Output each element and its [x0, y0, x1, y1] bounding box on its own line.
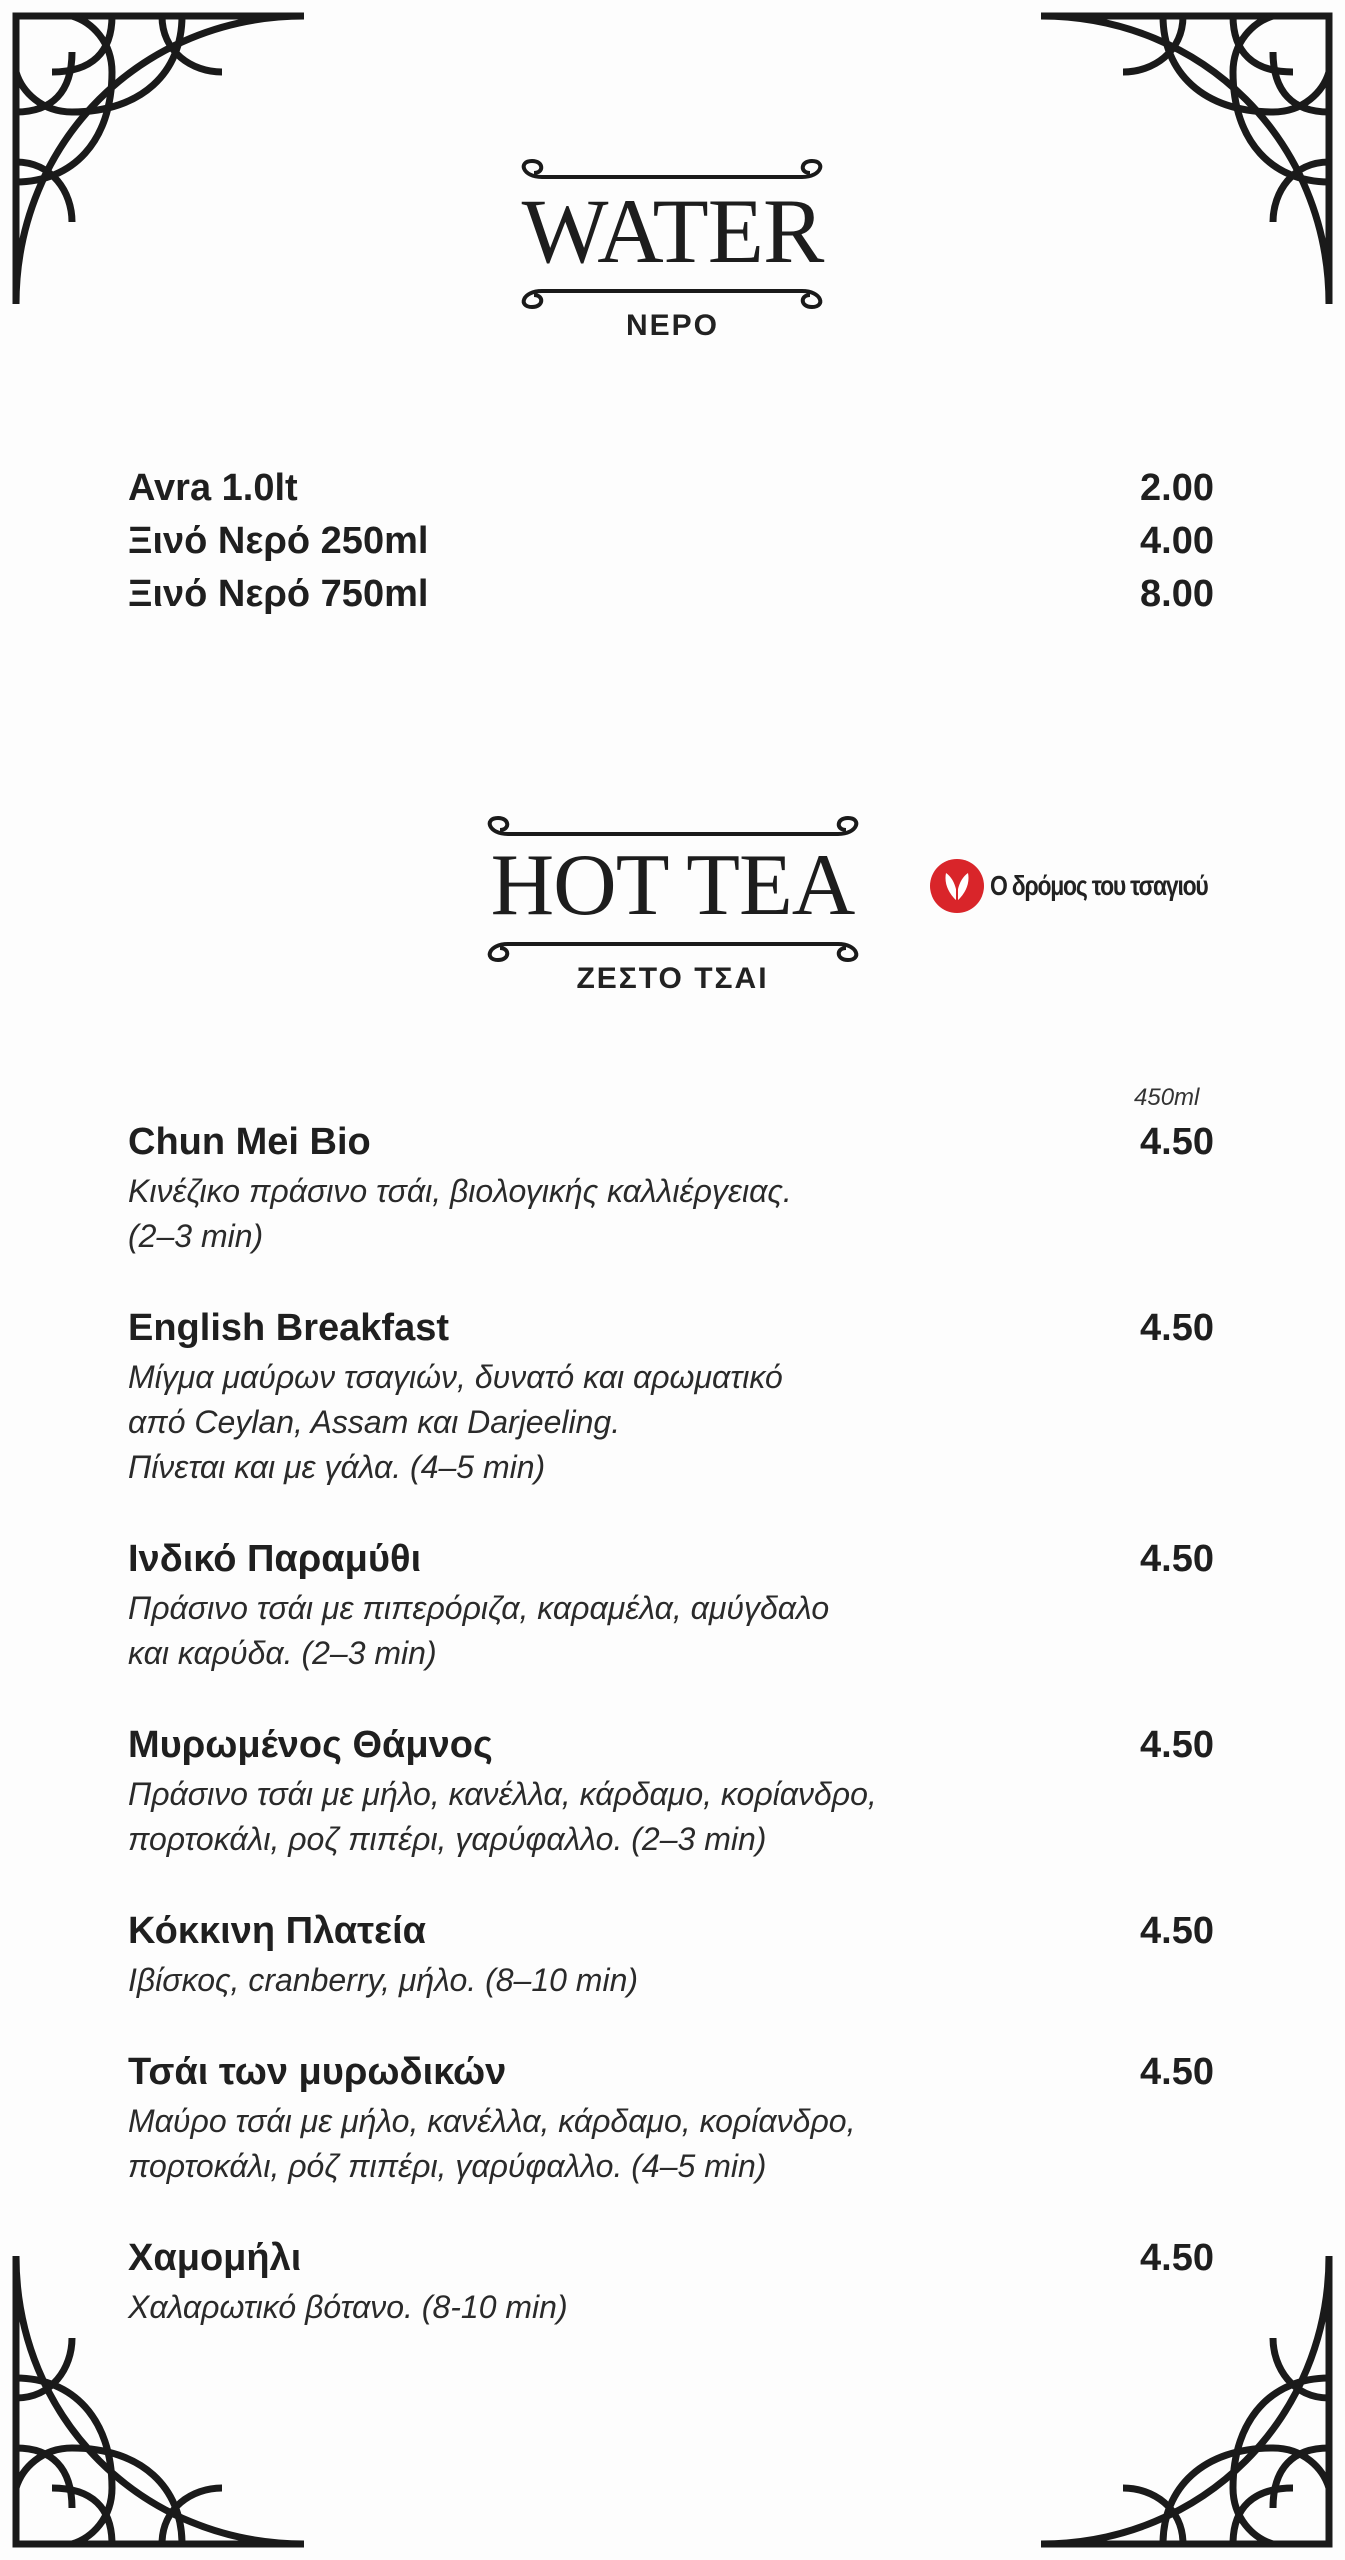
- item-name: Ξινό Νερό 250ml: [128, 520, 429, 562]
- item-description: Μίγμα μαύρων τσαγιών, δυνατό και αρωματικό από Ceylan, Assam και Darjeeling. Πίνεται και με γάλα. (4–5 min): [128, 1359, 783, 1485]
- item-description: Πράσινο τσάι με μήλο, κανέλλα, κάρδαμο, κορίανδρο, πορτοκάλι, ροζ πιπέρι, γαρύφαλλο. (2–3 min): [128, 1776, 877, 1857]
- item-description: Χαλαρωτικό βότανο. (8-10 min): [128, 2289, 568, 2325]
- section-title: HOT TEA: [490, 837, 855, 934]
- water-price-list: [128, 462, 1214, 621]
- list-item: [128, 1718, 1214, 1862]
- item-name: Μυρωμένος Θάμνος: [128, 1724, 493, 1766]
- list-item: [128, 2231, 1214, 2330]
- list-item: [128, 568, 1214, 621]
- item-price: 4.50: [1140, 2051, 1214, 2093]
- tea-price-list: [128, 1115, 1214, 2372]
- item-price: 4.50: [1140, 1121, 1214, 1163]
- item-price: 4.50: [1140, 1724, 1214, 1766]
- section-title: WATER: [521, 180, 824, 282]
- list-item: [128, 1904, 1214, 2003]
- item-description: Πράσινο τσάι με πιπερόριζα, καραμέλα, αμύγδαλο και καρύδα. (2–3 min): [128, 1590, 830, 1671]
- water-section-heading: [0, 155, 1345, 343]
- item-name: Chun Mei Bio: [128, 1121, 371, 1163]
- item-name: Avra 1.0lt: [128, 467, 298, 509]
- item-name: Ξινό Νερό 750ml: [128, 573, 429, 615]
- item-price: 4.00: [1140, 520, 1214, 562]
- item-name: Τσάι των μυρωδικών: [128, 2051, 507, 2093]
- serving-size-note: 450ml: [1134, 1084, 1200, 1111]
- item-name: Ινδικό Παραμύθι: [128, 1538, 422, 1580]
- list-item: [128, 1532, 1214, 1676]
- item-price: 2.00: [1140, 467, 1214, 509]
- list-item: [128, 1115, 1214, 1259]
- brand-logo: [930, 858, 1255, 914]
- item-name: English Breakfast: [128, 1307, 449, 1349]
- item-description: Ιβίσκος, cranberry, μήλο. (8–10 min): [128, 1962, 639, 1998]
- item-description: Μαύρο τσάι με μήλο, κανέλλα, κάρδαμο, κορίανδρο, πορτοκάλι, ρόζ πιπέρι, γαρύφαλλο. (4–5 min): [128, 2103, 856, 2184]
- section-subtitle: ΝΕΡΟ: [625, 309, 719, 342]
- item-description: Κινέζικο πράσινο τσάι, βιολογικής καλλιέργειας. (2–3 min): [128, 1173, 792, 1254]
- item-price: 8.00: [1140, 573, 1214, 615]
- item-price: 4.50: [1140, 1538, 1214, 1580]
- item-name: Κόκκινη Πλατεία: [128, 1910, 427, 1952]
- section-subtitle: ΖΕΣΤΟ ΤΣΑΙ: [576, 962, 769, 995]
- list-item: [128, 515, 1214, 568]
- list-item: [128, 2045, 1214, 2189]
- list-item: [128, 462, 1214, 515]
- item-price: 4.50: [1140, 1307, 1214, 1349]
- item-name: Χαμομήλι: [128, 2237, 302, 2279]
- tea-leaf-icon: [930, 859, 984, 913]
- brand-logo-text: Ο δρόμος του τσαγιού: [990, 870, 1208, 901]
- list-item: [128, 1301, 1214, 1490]
- item-price: 4.50: [1140, 2237, 1214, 2279]
- item-price: 4.50: [1140, 1910, 1214, 1952]
